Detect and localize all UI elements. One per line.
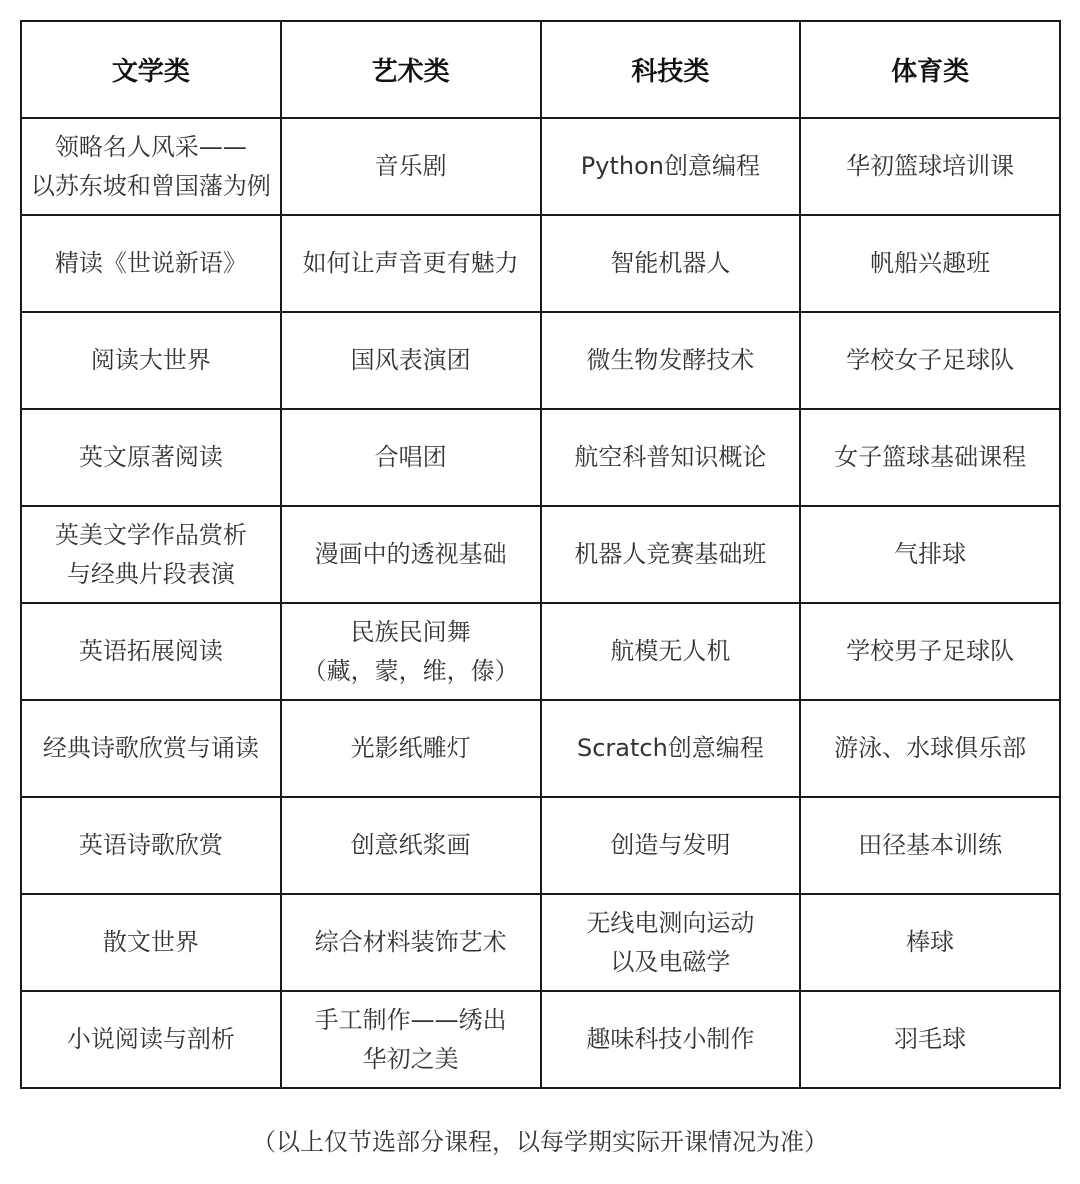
course-name-line: 合唱团 (374, 443, 447, 472)
course-cell-literature (21, 603, 281, 700)
table-row (21, 797, 1060, 894)
course-cell-arts (281, 700, 541, 797)
header-sports: 体育类 (800, 21, 1060, 118)
course-name-line: 趣味科技小制作 (586, 1025, 755, 1054)
course-name-line: 无线电测向运动 (586, 909, 755, 938)
table-header (21, 21, 1060, 118)
course-cell-literature (21, 991, 281, 1088)
course-cell-technology (541, 118, 801, 215)
table-row (21, 118, 1060, 215)
course-cell-sports (800, 991, 1060, 1088)
course-name-line: 微生物发酵技术 (586, 346, 755, 375)
course-name-line: 手工制作——绣出 (314, 1006, 507, 1035)
course-name-line: 小说阅读与剖析 (66, 1025, 235, 1054)
course-name-line: 机器人竞赛基础班 (574, 540, 767, 569)
course-name-line: 如何让声音更有魅力 (302, 249, 519, 278)
course-cell-technology (541, 603, 801, 700)
course-name-line: 智能机器人 (610, 249, 731, 278)
table-row (21, 700, 1060, 797)
course-name-line: Scratch创意编程 (576, 734, 764, 763)
course-cell-literature (21, 700, 281, 797)
course-cell-arts (281, 118, 541, 215)
course-cell-arts (281, 409, 541, 506)
course-name-line: 航空科普知识概论 (574, 443, 767, 472)
course-cell-technology (541, 797, 801, 894)
course-cell-technology (541, 991, 801, 1088)
course-cell-technology (541, 506, 801, 603)
table-row (21, 603, 1060, 700)
course-name-line: 创意纸浆画 (350, 831, 471, 860)
course-name-line: 经典诗歌欣赏与诵读 (42, 734, 259, 763)
course-name-line: 英文原著阅读 (78, 443, 223, 472)
course-name-line: 与经典片段表演 (66, 559, 235, 588)
course-cell-technology (541, 700, 801, 797)
course-name-line: 领略名人风采—— (54, 133, 247, 162)
course-cell-arts (281, 603, 541, 700)
course-name-line: 女子篮球基础课程 (834, 443, 1027, 472)
course-name-line: 学校女子足球队 (846, 346, 1015, 375)
course-cell-literature (21, 118, 281, 215)
header-technology: 科技类 (541, 21, 801, 118)
course-cell-sports (800, 409, 1060, 506)
course-cell-sports (800, 312, 1060, 409)
course-name-line: 国风表演团 (350, 346, 471, 375)
table-row (21, 215, 1060, 312)
course-name-line: 棒球 (906, 928, 955, 957)
course-name-line: 帆船兴趣班 (870, 249, 991, 278)
header-literature: 文学类 (21, 21, 281, 118)
course-cell-sports (800, 700, 1060, 797)
course-name-line: 气排球 (894, 540, 967, 569)
course-cell-arts (281, 894, 541, 991)
course-name-line: 英语拓展阅读 (78, 637, 223, 666)
table-row (21, 312, 1060, 409)
course-name-line: 学校男子足球队 (846, 637, 1015, 666)
course-cell-sports (800, 894, 1060, 991)
course-cell-literature (21, 312, 281, 409)
course-name-line: 英语诗歌欣赏 (78, 831, 223, 860)
course-cell-literature (21, 797, 281, 894)
course-name-line: 民族民间舞 (350, 618, 471, 647)
course-cell-literature (21, 409, 281, 506)
course-cell-sports (800, 506, 1060, 603)
course-name-line: Python创意编程 (580, 152, 760, 181)
course-name-line: 华初篮球培训课 (846, 152, 1015, 181)
course-cell-literature (21, 215, 281, 312)
course-cell-technology (541, 215, 801, 312)
course-name-line: 散文世界 (102, 928, 199, 957)
course-cell-technology (541, 409, 801, 506)
course-name-line: 田径基本训练 (858, 831, 1003, 860)
table-row (21, 409, 1060, 506)
header-arts: 艺术类 (281, 21, 541, 118)
course-name-line: 以及电磁学 (610, 947, 731, 976)
course-name-line: 游泳、水球俱乐部 (834, 734, 1027, 763)
course-name-line: 综合材料装饰艺术 (314, 928, 507, 957)
course-cell-arts (281, 312, 541, 409)
course-cell-sports (800, 118, 1060, 215)
course-name-line: 阅读大世界 (90, 346, 211, 375)
course-cell-sports (800, 215, 1060, 312)
course-table (20, 20, 1061, 1089)
course-name-line: 华初之美 (362, 1044, 459, 1073)
course-name-line: 光影纸雕灯 (350, 734, 471, 763)
course-cell-literature (21, 894, 281, 991)
course-name-line: 精读《世说新语》 (54, 249, 247, 278)
table-body (21, 118, 1060, 1088)
table-row (21, 506, 1060, 603)
header-row (21, 21, 1060, 118)
course-name-line: 以苏东坡和曾国藩为例 (30, 171, 271, 200)
course-name-line: 创造与发明 (610, 831, 731, 860)
course-cell-arts (281, 797, 541, 894)
course-name-line: 音乐剧 (374, 152, 447, 181)
course-cell-sports (800, 603, 1060, 700)
course-cell-sports (800, 797, 1060, 894)
course-name-line: 航模无人机 (610, 637, 731, 666)
course-name-line: （藏，蒙，维，傣） (302, 656, 519, 685)
course-cell-arts (281, 215, 541, 312)
course-cell-technology (541, 312, 801, 409)
footnote: （以上仅节选部分课程，以每学期实际开课情况为准） (252, 1128, 828, 1156)
table-row (21, 894, 1060, 991)
course-cell-arts (281, 991, 541, 1088)
course-name-line: 漫画中的透视基础 (314, 540, 507, 569)
course-cell-arts (281, 506, 541, 603)
course-cell-technology (541, 894, 801, 991)
course-table-container (20, 20, 1061, 1089)
course-name-line: 羽毛球 (894, 1025, 967, 1054)
course-cell-literature (21, 506, 281, 603)
table-row (21, 991, 1060, 1088)
course-name-line: 英美文学作品赏析 (54, 521, 247, 550)
